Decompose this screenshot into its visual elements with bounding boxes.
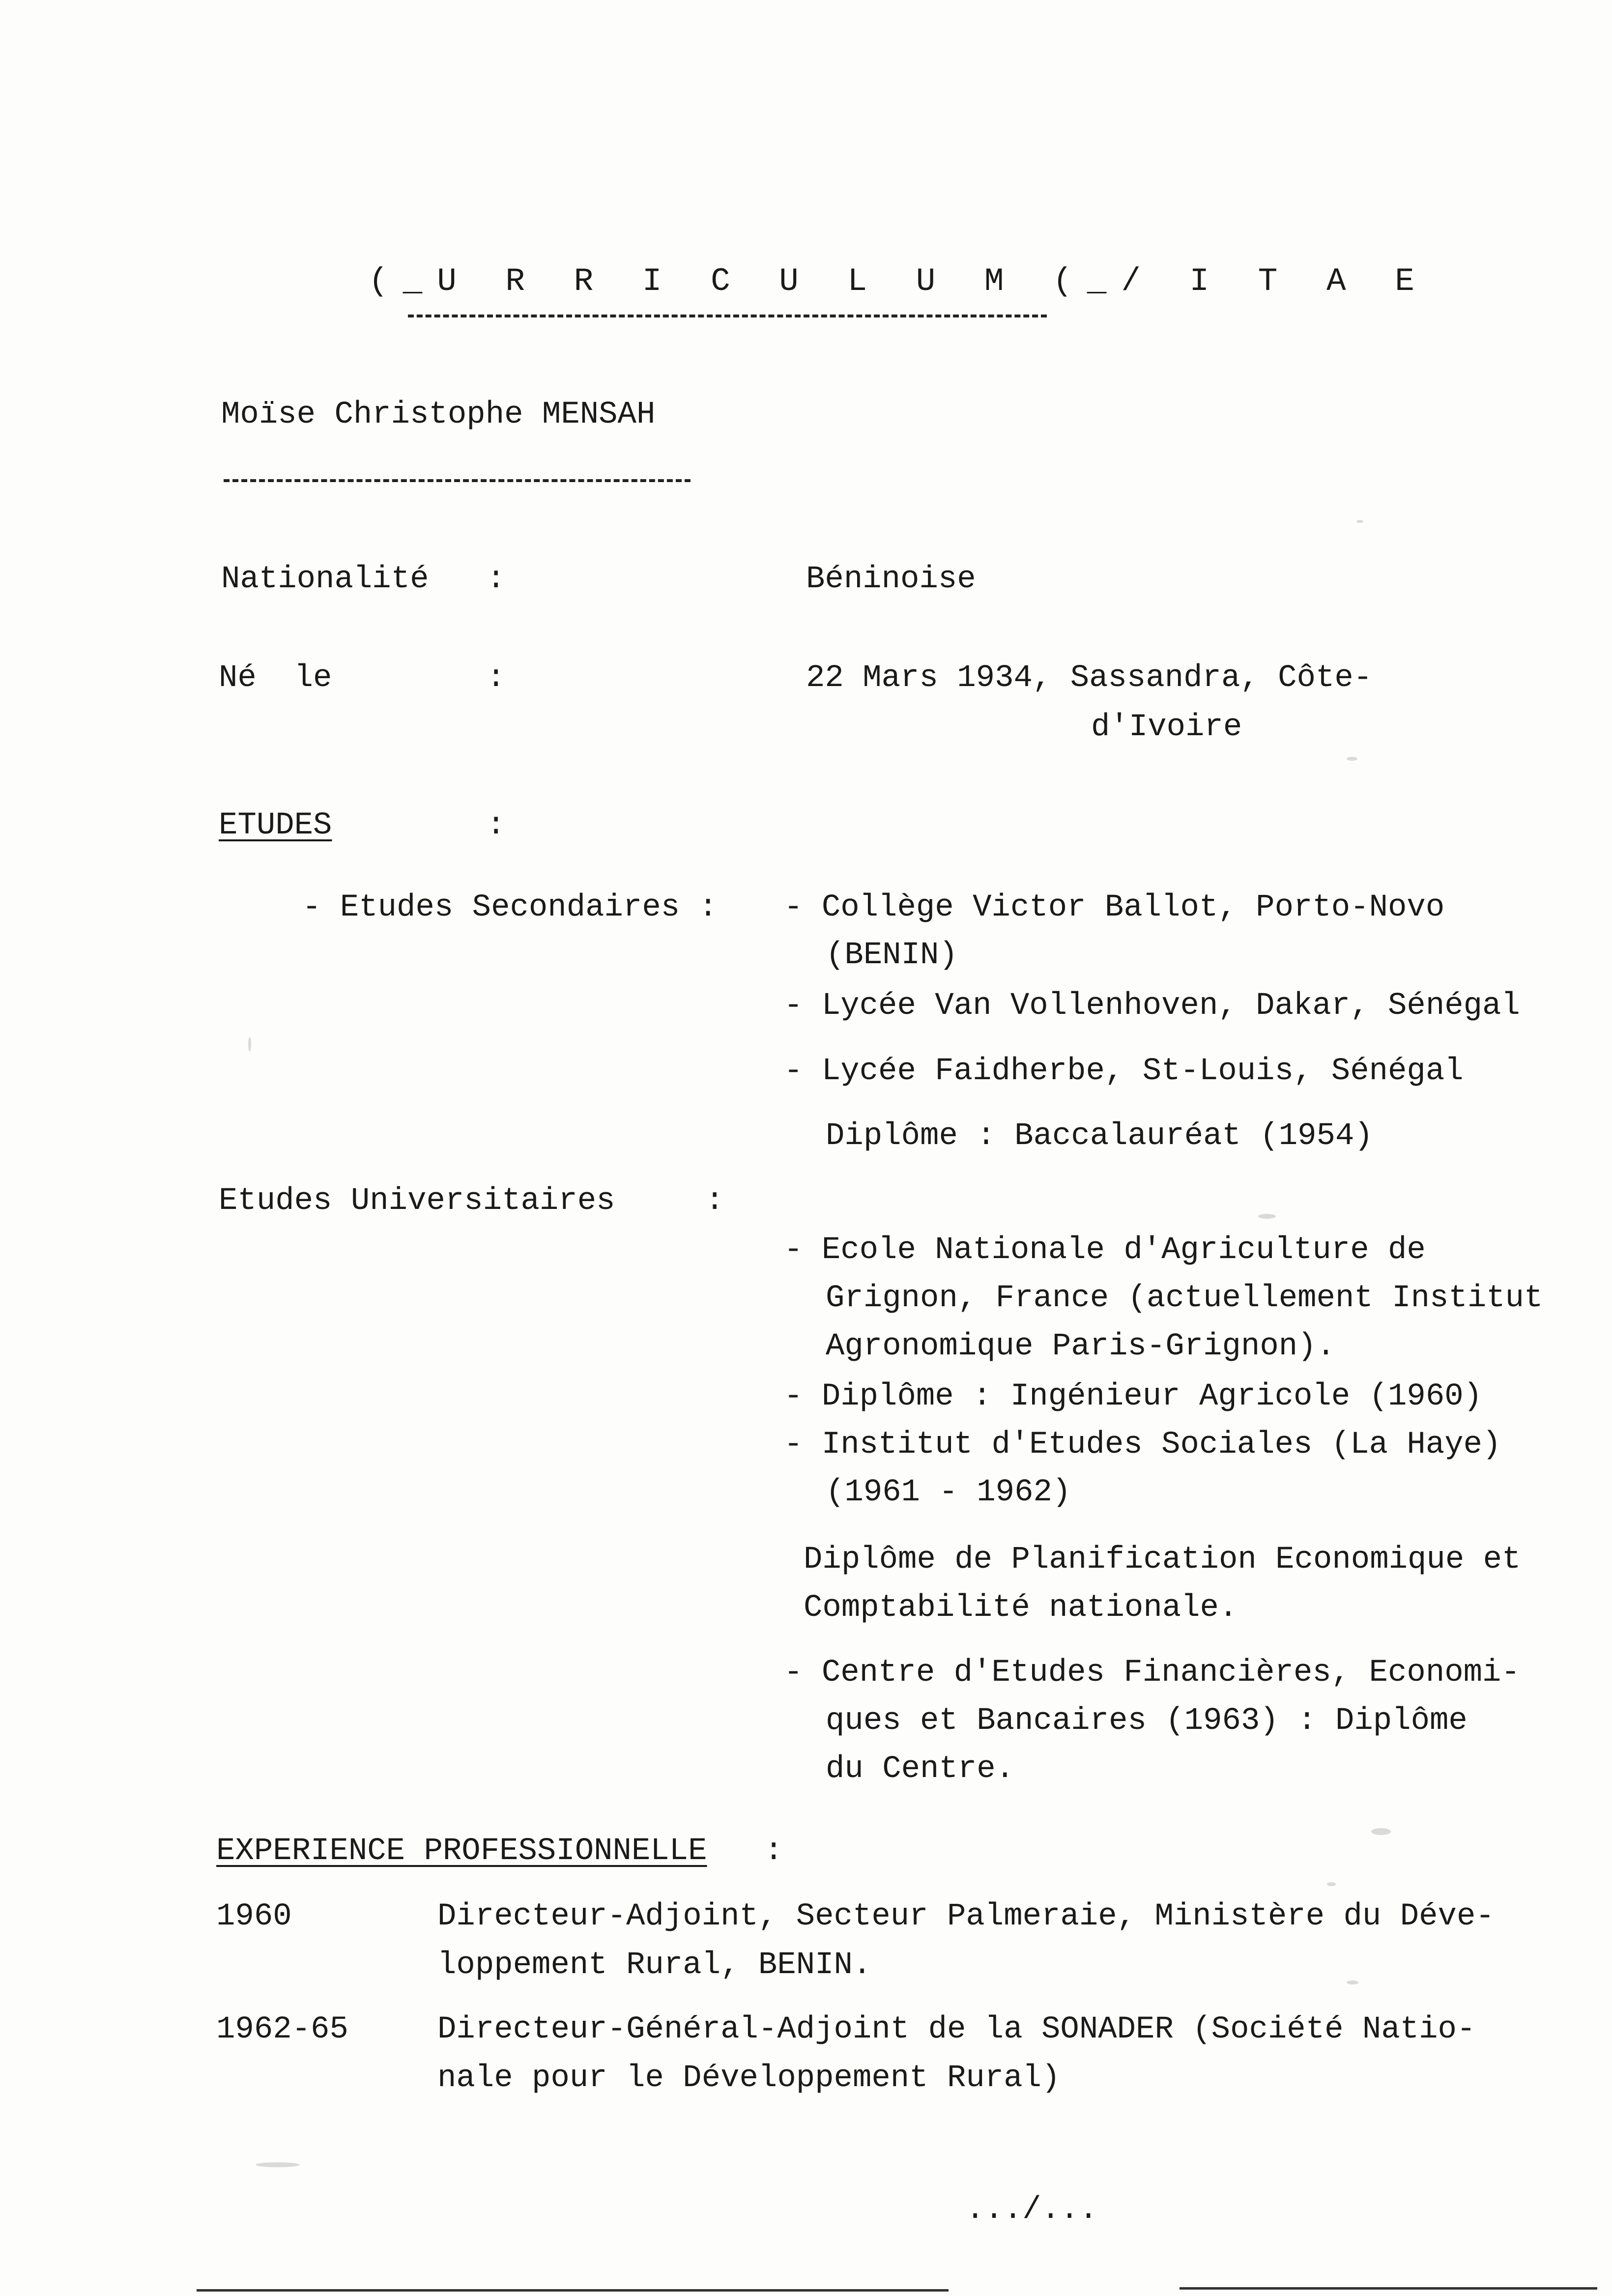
university-line: - Centre d'Etudes Financières, Economi- xyxy=(784,1655,1520,1691)
secondary-studies-label: - Etudes Secondaires : xyxy=(302,890,718,925)
person-name: Moïse Christophe MENSAH xyxy=(221,397,656,432)
university-line: ques et Bancaires (1963) : Diplôme xyxy=(826,1703,1468,1739)
secondary-line: - Lycée Faidherbe, St-Louis, Sénégal xyxy=(784,1054,1464,1089)
university-line: (1961 - 1962) xyxy=(826,1475,1071,1510)
title-underline xyxy=(408,315,1047,317)
university-line: Agronomique Paris-Grignon). xyxy=(826,1329,1335,1364)
university-separator: : xyxy=(705,1183,724,1219)
experience-description: Directeur-Général-Adjoint de la SONADER (Société Natio- xyxy=(437,2012,1476,2047)
name-underline xyxy=(224,479,691,482)
secondary-line: - Lycée Van Vollenhoven, Dakar, Sénégal xyxy=(784,988,1520,1024)
birth-separator: : xyxy=(487,660,506,696)
experience-description: loppement Rural, BENIN. xyxy=(437,1948,872,1983)
secondary-line: (BENIN) xyxy=(826,938,958,973)
birth-value-continued: d'Ivoire xyxy=(1091,710,1242,745)
university-line: - Ecole Nationale d'Agriculture de xyxy=(784,1233,1426,1268)
studies-heading: ETUDES xyxy=(219,808,332,843)
document-title: (_U R R I C U L U M (_/ I T A E xyxy=(369,263,1429,300)
university-line: - Diplôme : Ingénieur Agricole (1960) xyxy=(784,1379,1483,1414)
bottom-edge-line xyxy=(1180,2287,1597,2290)
birth-value: 22 Mars 1934, Sassandra, Côte- xyxy=(806,660,1373,696)
scan-speck xyxy=(256,2162,300,2167)
scan-speck xyxy=(1371,1828,1391,1835)
nationality-label: Nationalité xyxy=(221,562,429,597)
birth-label: Né le xyxy=(219,660,332,696)
page-continuation: .../... xyxy=(966,2192,1098,2228)
bottom-edge-line xyxy=(197,2289,949,2292)
studies-separator: : xyxy=(487,808,506,843)
university-line: - Institut d'Etudes Sociales (La Haye) xyxy=(784,1427,1501,1463)
nationality-separator: : xyxy=(487,562,506,597)
scan-speck xyxy=(1347,1980,1358,1984)
scan-speck xyxy=(1327,1882,1336,1886)
nationality-value: Béninoise xyxy=(806,562,976,597)
secondary-line: - Collège Victor Ballot, Porto-Novo xyxy=(784,890,1445,925)
secondary-diploma: Diplôme : Baccalauréat (1954) xyxy=(826,1119,1373,1154)
scan-speck xyxy=(1258,1214,1276,1219)
experience-heading: EXPERIENCE PROFESSIONNELLE xyxy=(216,1834,707,1869)
university-line: du Centre. xyxy=(826,1751,1015,1787)
scan-speck xyxy=(1347,757,1357,761)
experience-description: Directeur-Adjoint, Secteur Palmeraie, Ministère du Déve- xyxy=(437,1899,1495,1934)
scan-speck xyxy=(248,1037,251,1052)
experience-year: 1962-65 xyxy=(216,2012,348,2047)
university-studies-label: Etudes Universitaires xyxy=(219,1183,615,1219)
university-line: Comptabilité nationale. xyxy=(804,1590,1238,1626)
university-line: Diplôme de Planification Economique et xyxy=(804,1542,1521,1578)
experience-separator: : xyxy=(764,1834,783,1869)
experience-description: nale pour le Développement Rural) xyxy=(437,2061,1061,2096)
experience-year: 1960 xyxy=(216,1899,292,1934)
university-line: Grignon, France (actuellement Institut xyxy=(826,1281,1543,1316)
scan-speck xyxy=(1356,520,1363,523)
